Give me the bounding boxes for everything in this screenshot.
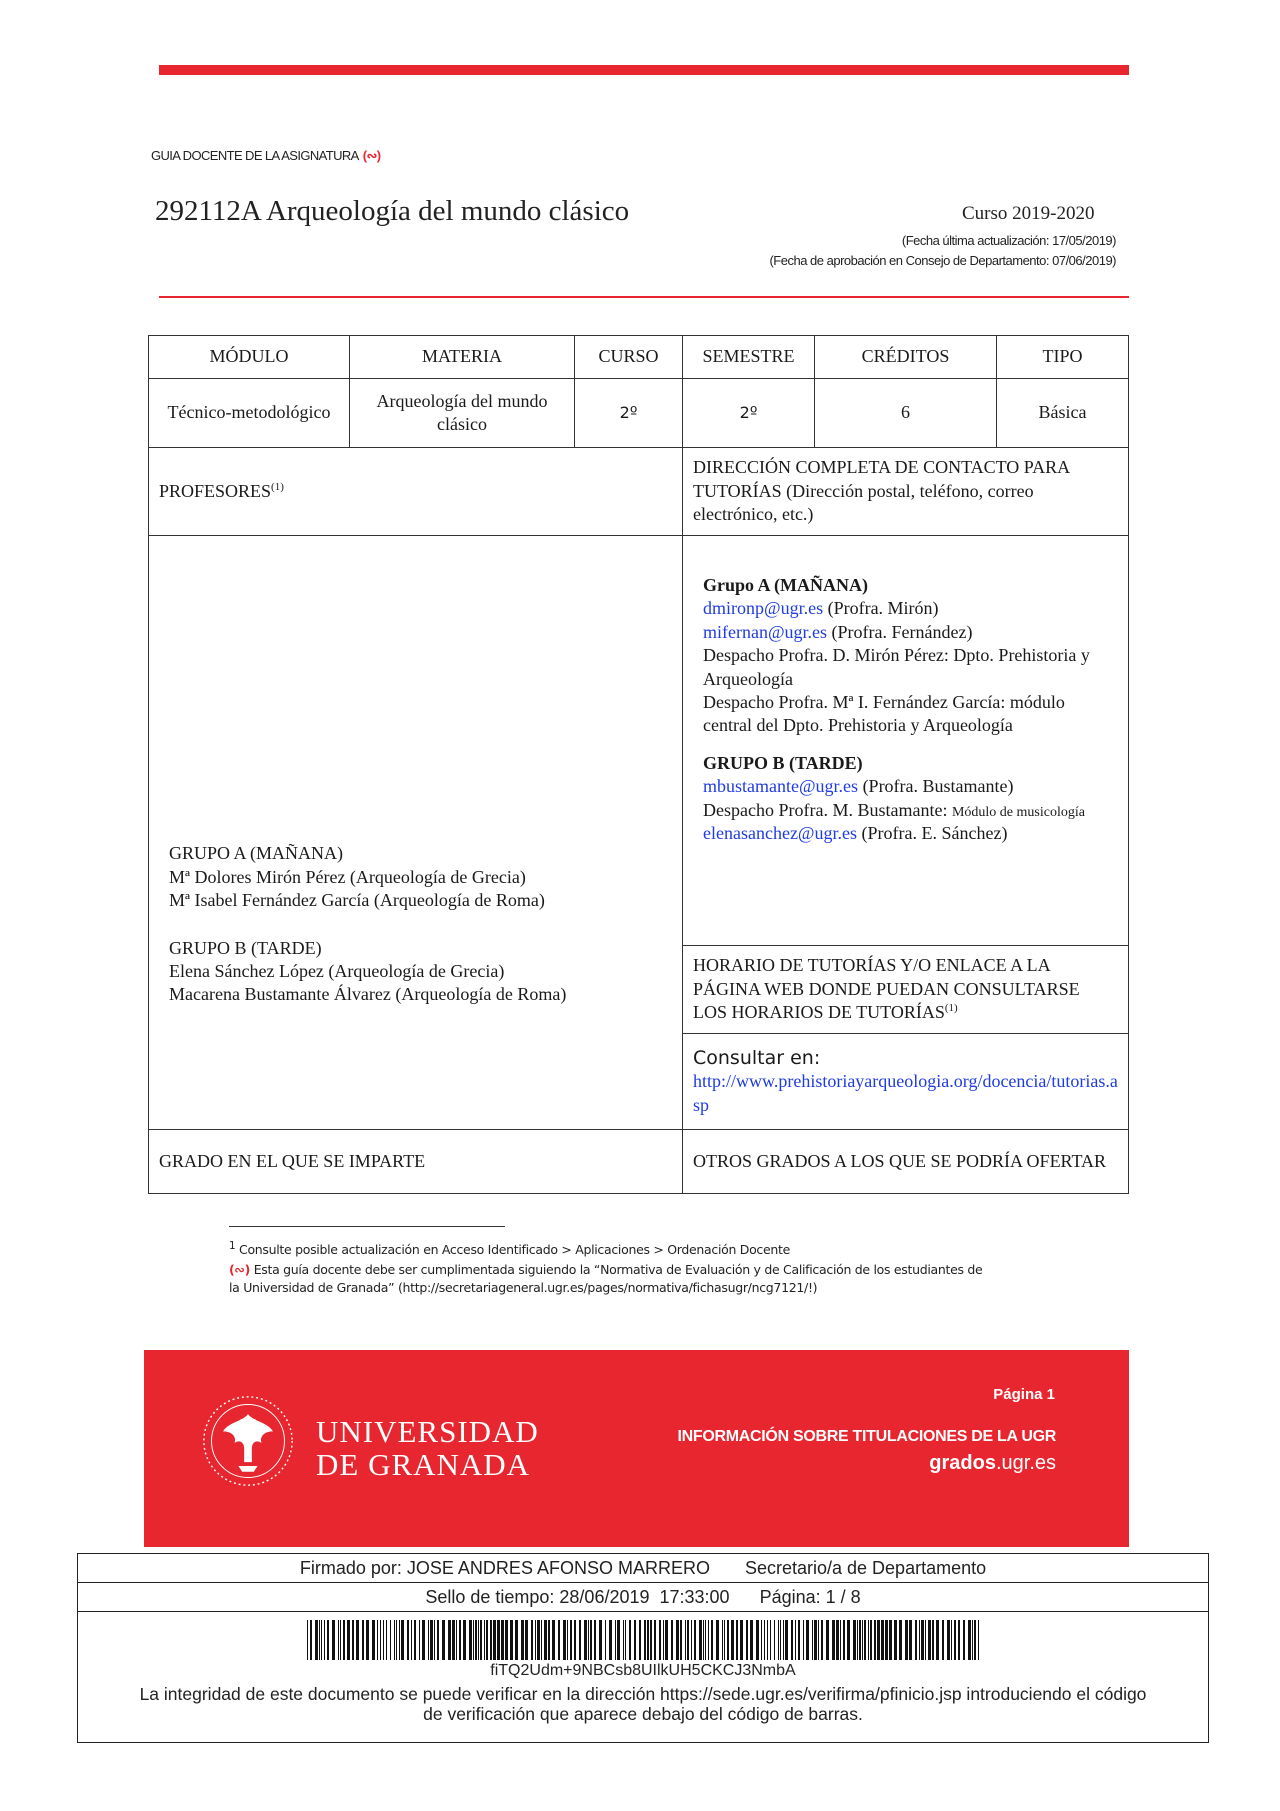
fecha-aprobacion: (Fecha de aprobación en Consejo de Departamento: 07/06/2019) bbox=[769, 253, 1116, 268]
barcode-bar bbox=[874, 1620, 876, 1660]
barcode-bar bbox=[501, 1620, 504, 1660]
barcode-bar bbox=[736, 1620, 738, 1660]
barcode-bar bbox=[650, 1620, 652, 1660]
table-row bbox=[149, 379, 1129, 448]
direccion-label: DIRECCIÓN COMPLETA DE CONTACTO PARA TUTORÍAS (Dirección postal, teléfono, correo electrónico, etc.) bbox=[683, 448, 1129, 536]
ugr-crest-icon bbox=[200, 1393, 296, 1489]
barcode-bar bbox=[691, 1620, 692, 1660]
barcode-bar bbox=[448, 1620, 451, 1660]
profesores-header-row bbox=[149, 448, 1129, 536]
barcode-bar bbox=[552, 1620, 555, 1660]
barcode-bar bbox=[905, 1620, 908, 1660]
grados-link[interactable]: grados.ugr.es bbox=[929, 1452, 1056, 1474]
barcode-bar bbox=[868, 1620, 869, 1660]
barcode-bar bbox=[864, 1620, 866, 1660]
barcode-bar bbox=[795, 1620, 796, 1660]
profesores-label: PROFESORES$^{(1)}$ bbox=[149, 448, 683, 536]
barcode-bar bbox=[821, 1620, 823, 1660]
barcode-bar bbox=[332, 1620, 335, 1660]
barcode-bar bbox=[548, 1620, 550, 1660]
barcode-bar bbox=[676, 1620, 679, 1660]
barcode-bar bbox=[826, 1620, 829, 1660]
barcode-bar bbox=[599, 1620, 602, 1660]
grupo-b-prof1: Elena Sánchez López (Arqueología de Grecia) bbox=[169, 960, 505, 981]
barcode-bar bbox=[925, 1620, 926, 1660]
firmado-por: Firmado por: JOSE ANDRES AFONSO MARRERO Secretario/a de Departamento bbox=[78, 1554, 1208, 1583]
grupo-a-title: GRUPO A (MAÑANA) bbox=[169, 843, 344, 864]
mark-icon: (∾) bbox=[229, 1262, 250, 1277]
barcode-bar bbox=[442, 1620, 445, 1660]
curso-label: Curso 2019-2020 bbox=[962, 203, 1095, 224]
barcode-bar bbox=[639, 1620, 641, 1660]
col-materia: MATERIA bbox=[350, 336, 575, 379]
barcode-bar bbox=[974, 1620, 976, 1660]
barcode-bar bbox=[362, 1620, 364, 1660]
barcode-bar bbox=[310, 1620, 312, 1660]
cell-modulo: Técnico-metodológico bbox=[149, 379, 350, 448]
barcode-bar bbox=[570, 1620, 572, 1660]
barcode-bar bbox=[319, 1620, 320, 1660]
barcode-bar bbox=[812, 1620, 813, 1660]
barcode-bar bbox=[394, 1620, 395, 1660]
barcode-bar bbox=[428, 1620, 429, 1660]
contacto-b-title: GRUPO B (TARDE) bbox=[703, 752, 863, 773]
barcode-bar bbox=[767, 1620, 768, 1660]
barcode-bar bbox=[422, 1620, 425, 1660]
barcode-bar bbox=[407, 1620, 409, 1660]
barcode-bar bbox=[803, 1620, 804, 1660]
email-sanchez-link[interactable]: elenasanchez@ugr.es bbox=[703, 822, 858, 843]
barcode-bar bbox=[493, 1620, 496, 1660]
barcode-bar bbox=[497, 1620, 500, 1660]
email-bustamante-link[interactable]: mbustamante@ugr.es bbox=[703, 776, 859, 797]
barcode-bar bbox=[609, 1620, 612, 1660]
barcode-bar bbox=[954, 1620, 956, 1660]
barcode-bar bbox=[459, 1620, 461, 1660]
barcode-bar bbox=[634, 1620, 636, 1660]
barcode-bar bbox=[687, 1620, 689, 1660]
barcode-bar bbox=[356, 1620, 359, 1660]
barcode-bar bbox=[480, 1620, 482, 1660]
barcode-bar bbox=[958, 1620, 960, 1660]
grupo-b-title: GRUPO B (TARDE) bbox=[169, 937, 322, 958]
barcode-bar bbox=[972, 1620, 973, 1660]
cell-semestre: 2º bbox=[683, 379, 815, 448]
barcode-bar bbox=[814, 1620, 817, 1660]
barcode-bar bbox=[401, 1620, 404, 1660]
barcode-bar bbox=[798, 1620, 800, 1660]
despacho-miron: Despacho Profra. D. Mirón Pérez: Dpto. Prehistoria y Arqueología bbox=[703, 645, 1090, 689]
barcode-bar bbox=[584, 1620, 587, 1660]
barcode-bar bbox=[936, 1620, 939, 1660]
barcode-bar bbox=[563, 1620, 566, 1660]
barcode-bar bbox=[338, 1620, 339, 1660]
fecha-actualizacion: (Fecha última actualización: 17/05/2019) bbox=[901, 233, 1116, 248]
col-curso: CURSO bbox=[575, 336, 683, 379]
barcode-bar bbox=[783, 1620, 784, 1660]
email-fernandez-link[interactable]: mifernan@ugr.es bbox=[703, 621, 828, 642]
barcode-bar bbox=[694, 1620, 696, 1660]
barcode-bar bbox=[615, 1620, 616, 1660]
barcode-bar bbox=[399, 1620, 400, 1660]
barcode-bar bbox=[764, 1620, 765, 1660]
barcode-bar bbox=[968, 1620, 971, 1660]
barcode-bar bbox=[478, 1620, 479, 1660]
tutorias-url-link[interactable]: http://www.prehistoriayarqueologia.org/docencia/tutorias.asp bbox=[693, 1071, 1118, 1115]
barcode-bar bbox=[434, 1620, 435, 1660]
profesores-list bbox=[149, 536, 683, 1130]
barcode-bar bbox=[505, 1620, 508, 1660]
barcode-bar bbox=[727, 1620, 729, 1660]
barcode-bar bbox=[877, 1620, 880, 1660]
university-name: UNIVERSIDAD DE GRANADA bbox=[316, 1414, 539, 1482]
barcode-bar bbox=[724, 1620, 725, 1660]
horario-label: HORARIO DE TUTORÍAS Y/O ENLACE A LA PÁGINA WEB DONDE PUEDAN CONSULTARSE LOS HORARIOS DE TUTORÍAS$^{(1)}$ bbox=[683, 946, 1129, 1034]
barcode-bar bbox=[390, 1620, 391, 1660]
footnote-2-continued: la Universidad de Granada” (http://secretariageneral.ugr.es/pages/normativa/fichasugr/ncg7121/!) bbox=[229, 1280, 818, 1295]
barcode-bar bbox=[963, 1620, 965, 1660]
course-code: 292112A bbox=[155, 195, 261, 227]
cell-curso: 2º bbox=[575, 379, 683, 448]
grado-label: GRADO EN EL QUE SE IMPARTE bbox=[149, 1130, 683, 1194]
barcode-bar bbox=[843, 1620, 845, 1660]
barcode-bar bbox=[774, 1620, 775, 1660]
barcode-bar bbox=[347, 1620, 350, 1660]
barcode-bar bbox=[486, 1620, 488, 1660]
barcode-bar bbox=[899, 1620, 902, 1660]
footnote-1: $^1$ Consulte posible actualización en Acceso Identificado > Aplicaciones > Ordenación Docente bbox=[229, 1240, 791, 1258]
grupo-a-prof1: Mª Dolores Mirón Pérez (Arqueología de Grecia) bbox=[169, 866, 526, 887]
barcode-bar bbox=[414, 1620, 416, 1660]
barcode-bar bbox=[731, 1620, 734, 1660]
cell-creditos: 6 bbox=[815, 379, 997, 448]
barcode-bar bbox=[663, 1620, 664, 1660]
top-red-bar bbox=[159, 65, 1129, 75]
barcode-bar bbox=[383, 1620, 384, 1660]
barcode-bar bbox=[537, 1620, 540, 1660]
guia-docente-label: GUIA DOCENTE DE LA ASIGNATURA (∾) bbox=[151, 148, 381, 163]
barcode-bar bbox=[836, 1620, 839, 1660]
profesores-row bbox=[149, 536, 1129, 946]
email-miron-link[interactable]: dmironp@ugr.es bbox=[703, 598, 824, 619]
barcode-bar bbox=[386, 1620, 387, 1660]
barcode-bar bbox=[623, 1620, 624, 1660]
cell-materia: Arqueología del mundo clásico bbox=[350, 379, 575, 448]
contacto-cell: Grupo A (MAÑANA) dmironp@ugr.es (Profra. Mirón) mifernan@ugr.es (Profra. Fernández) Despacho Profra. D. Mirón Pérez: Dpto. Prehistoria y Arqueología Despacho Profra. Mª I. Fernández García: módulo central del Dpto. Prehistoria y Arqueología GRUPO B (TARDE) mbustamante@ugr.es (Profra. Bustamante) Despacho Profra. M. Bustamante: Módulo de musicología elenasanchez@ugr.es (Profra. E. Sánchez) bbox=[683, 536, 1129, 946]
banner-page-number: Página 1 bbox=[993, 1386, 1055, 1403]
barcode-bar bbox=[951, 1620, 952, 1660]
barcode-bar bbox=[541, 1620, 542, 1660]
barcode-bar bbox=[853, 1620, 856, 1660]
otros-grados-label: OTROS GRADOS A LOS QUE SE PODRÍA OFERTAR bbox=[683, 1130, 1129, 1194]
barcode-bar bbox=[862, 1620, 863, 1660]
barcode-bar bbox=[761, 1620, 762, 1660]
barcode-bar bbox=[484, 1620, 485, 1660]
barcode-bar bbox=[463, 1620, 466, 1660]
barcode-bar bbox=[558, 1620, 560, 1660]
mark-icon: (∾) bbox=[362, 148, 381, 163]
sello-tiempo: Sello de tiempo: 28/06/2019 17:33:00 Página: 1 / 8 bbox=[78, 1583, 1208, 1612]
barcode-bar bbox=[352, 1620, 354, 1660]
header-divider bbox=[159, 296, 1129, 298]
col-tipo: TIPO bbox=[997, 336, 1129, 379]
barcode-icon bbox=[307, 1620, 979, 1660]
barcode-bar bbox=[377, 1620, 378, 1660]
barcode-bar bbox=[617, 1620, 620, 1660]
barcode-bar bbox=[881, 1620, 884, 1660]
barcode-bar bbox=[705, 1620, 706, 1660]
barcode-bar bbox=[396, 1620, 397, 1660]
barcode-bar bbox=[372, 1620, 375, 1660]
barcode-bar bbox=[567, 1620, 568, 1660]
barcode-bar bbox=[475, 1620, 477, 1660]
barcode-bar bbox=[703, 1620, 704, 1660]
barcode-bar bbox=[544, 1620, 547, 1660]
barcode-bar bbox=[870, 1620, 872, 1660]
barcode-bar bbox=[885, 1620, 888, 1660]
barcode-bar bbox=[740, 1620, 743, 1660]
barcode-bar bbox=[919, 1620, 920, 1660]
course-title: Arqueología del mundo clásico bbox=[265, 195, 630, 227]
barcode-bar bbox=[588, 1620, 589, 1660]
barcode-bar bbox=[665, 1620, 668, 1660]
grados-row bbox=[149, 1130, 1129, 1194]
col-semestre: SEMESTRE bbox=[683, 336, 815, 379]
barcode-bar bbox=[625, 1620, 626, 1660]
banner-info: INFORMACIÓN SOBRE TITULACIONES DE LA UGR bbox=[677, 1428, 1056, 1445]
barcode-bar bbox=[756, 1620, 759, 1660]
barcode-bar bbox=[722, 1620, 723, 1660]
barcode-bar bbox=[947, 1620, 950, 1660]
barcode-bar bbox=[510, 1620, 513, 1660]
barcode-bar bbox=[419, 1620, 420, 1660]
barcode-bar bbox=[605, 1620, 606, 1660]
barcode-bar bbox=[671, 1620, 673, 1660]
barcode-bar bbox=[324, 1620, 325, 1660]
barcode-bar bbox=[490, 1620, 492, 1660]
barcode-bar bbox=[785, 1620, 788, 1660]
consultar-cell bbox=[683, 1034, 1129, 1130]
barcode-code: fiTQ2Udm+9NBCsb8UIlkUH5CKCJ3NmbA bbox=[490, 1662, 796, 1679]
col-creditos: CRÉDITOS bbox=[815, 336, 997, 379]
barcode-bar bbox=[915, 1620, 917, 1660]
footnote-2: (∾) Esta guía docente debe ser cumplimentada siguiendo la “Normativa de Evaluación y de Calificación de los estudiantes de bbox=[229, 1262, 983, 1277]
barcode-bar bbox=[978, 1620, 979, 1660]
despacho-fernandez: Despacho Profra. Mª I. Fernández García: módulo central del Dpto. Prehistoria y Arqueología bbox=[703, 691, 1065, 736]
verify-text: La integridad de este documento se puede verificar en la dirección https://sede.ugr.es/verifirma/pfinicio.jsp introduciendo el código de verificación que aparece debajo del código de barras. bbox=[139, 1684, 1147, 1725]
grupo-a-prof2: Mª Isabel Fernández García (Arqueología de Roma) bbox=[169, 890, 545, 911]
signature-box bbox=[77, 1553, 1209, 1743]
barcode-bar bbox=[711, 1620, 713, 1660]
barcode-bar bbox=[473, 1620, 474, 1660]
barcode-bar bbox=[750, 1620, 753, 1660]
barcode-bar bbox=[307, 1620, 308, 1660]
barcode-bar bbox=[647, 1620, 649, 1660]
barcode-bar bbox=[778, 1620, 779, 1660]
barcode-bar bbox=[366, 1620, 369, 1660]
barcode-bar bbox=[680, 1620, 682, 1660]
barcode-bar bbox=[411, 1620, 412, 1660]
barcode-bar bbox=[521, 1620, 524, 1660]
consultar-label: Consultar en: bbox=[693, 1046, 821, 1069]
barcode-bar bbox=[894, 1620, 897, 1660]
contacto-a-title: Grupo A (MAÑANA) bbox=[703, 575, 868, 595]
barcode-bar bbox=[840, 1620, 841, 1660]
barcode-bar bbox=[832, 1620, 835, 1660]
barcode-bar bbox=[942, 1620, 944, 1660]
barcode-bar bbox=[654, 1620, 656, 1660]
barcode-bar bbox=[921, 1620, 924, 1660]
barcode-bar bbox=[629, 1620, 631, 1660]
barcode-bar bbox=[525, 1620, 528, 1660]
barcode-bar bbox=[340, 1620, 341, 1660]
barcode-bar bbox=[531, 1620, 533, 1660]
barcode-bar bbox=[452, 1620, 455, 1660]
barcode-bar bbox=[327, 1620, 329, 1660]
barcode-bar bbox=[644, 1620, 646, 1660]
barcode-bar bbox=[889, 1620, 892, 1660]
barcode-bar bbox=[818, 1620, 819, 1660]
barcode-bar bbox=[932, 1620, 934, 1660]
barcode-bar bbox=[321, 1620, 322, 1660]
barcode-bar bbox=[315, 1620, 318, 1660]
barcode-bar bbox=[685, 1620, 686, 1660]
barcode-bar bbox=[770, 1620, 771, 1660]
footnote-divider bbox=[229, 1226, 505, 1227]
barcode-bar bbox=[469, 1620, 472, 1660]
barcode-bar bbox=[430, 1620, 433, 1660]
barcode-bar bbox=[716, 1620, 719, 1660]
barcode-bar bbox=[708, 1620, 709, 1660]
barcode-bar bbox=[437, 1620, 439, 1660]
barcode-bar bbox=[780, 1620, 781, 1660]
barcode-bar bbox=[535, 1620, 536, 1660]
barcode-bar bbox=[746, 1620, 748, 1660]
barcode-bar bbox=[590, 1620, 592, 1660]
barcode-bar bbox=[847, 1620, 850, 1660]
barcode-bar bbox=[928, 1620, 931, 1660]
barcode-bar bbox=[909, 1620, 912, 1660]
cell-tipo: Básica bbox=[997, 379, 1129, 448]
barcode-bar bbox=[791, 1620, 793, 1660]
barcode-bar bbox=[579, 1620, 581, 1660]
barcode-bar bbox=[859, 1620, 861, 1660]
grupo-b-prof2: Macarena Bustamante Álvarez (Arqueología de Roma) bbox=[169, 984, 567, 1005]
barcode-bar bbox=[380, 1620, 381, 1660]
page-title bbox=[155, 195, 629, 228]
barcode-bar bbox=[659, 1620, 661, 1660]
barcode-bar bbox=[343, 1620, 345, 1660]
barcode-bar bbox=[574, 1620, 576, 1660]
course-info-table bbox=[148, 335, 1129, 1194]
col-modulo: MÓDULO bbox=[149, 336, 350, 379]
barcode-bar bbox=[515, 1620, 518, 1660]
barcode-bar bbox=[456, 1620, 457, 1660]
table-header-row bbox=[149, 336, 1129, 379]
barcode-bar bbox=[857, 1620, 858, 1660]
barcode-bar bbox=[806, 1620, 809, 1660]
barcode-bar bbox=[594, 1620, 596, 1660]
despacho-bustamante: Despacho Profra. M. Bustamante: bbox=[703, 799, 948, 820]
barcode-bar bbox=[699, 1620, 702, 1660]
